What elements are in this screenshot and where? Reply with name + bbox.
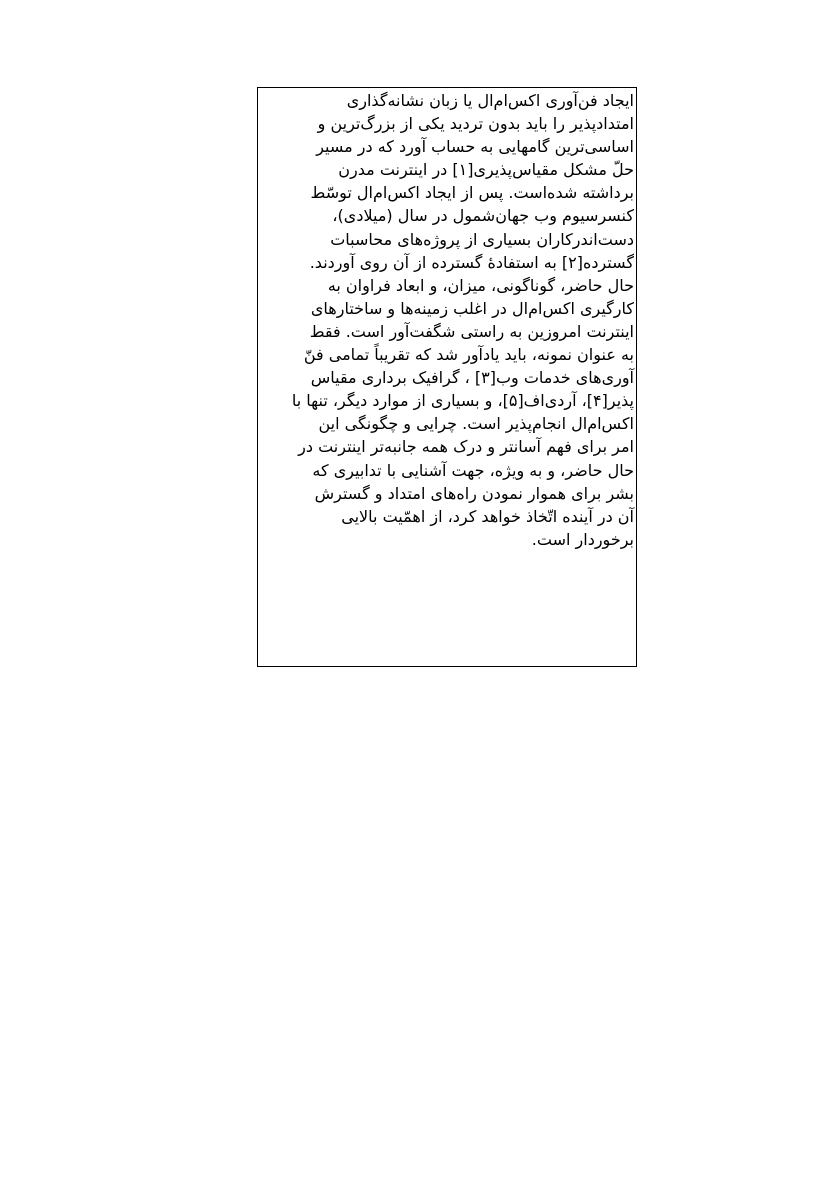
paragraph-line-15: اکس‌ام‌ال انجام‌پذیر است. چرایی و چگونگی این <box>318 414 634 434</box>
paragraph-line-19: آن در آینده اتّخاذ خواهد کرد، از اهمّیت بالایی <box>341 506 634 526</box>
paragraph-line-7: دست‌اندرکاران بسیاری از پروژه‌های محاسبات <box>330 229 634 249</box>
paragraph-line-9: حال حاضر، گوناگونی، میزان، و ابعاد فراوان به <box>327 275 634 295</box>
paragraph-line-17: حال حاضر، و به ویژه، جهت آشنایی با تدابیری که <box>312 460 634 480</box>
paragraph-line-12: به عنوان نمونه، باید یادآور شد که تقریباً تمامی فنّ <box>303 345 634 365</box>
paragraph-line-16: امر برای فهم آسانتر و درک همه جانبه‌تر اینترنت در <box>298 437 634 457</box>
paragraph-line-5: برداشته شده‌است. پس از ایجاد اکس‌ام‌ال توسّط <box>310 183 634 203</box>
paragraph-line-10: کارگیری اکس‌ام‌ال در اغلب زمینه‌ها و ساختارهای <box>310 298 634 318</box>
paragraph-line-8: گسترده[۲] به استفادهٔ گسترده از آن روی آوردند. <box>309 252 634 272</box>
paragraph-line-6: کنسرسیوم وب جهان‌شمول در سال (میلادی)، <box>332 206 634 226</box>
paragraph-line-14: پذیر[۴]، آردی‌اف[۵]، و بسیاری از موارد دیگر، تنها با <box>291 391 634 411</box>
paragraph-line-1: ایجاد فن‌آوری اکس‌ام‌ال یا زبان نشانه‌گذاری <box>346 91 634 110</box>
paragraph-line-4: حلّ مشکل مقیاس‌پذیری[۱] در اینترنت مدرن <box>338 160 634 180</box>
paragraph-line-20: برخوردار است. <box>531 529 634 549</box>
bordered-text-box <box>257 87 637 667</box>
paragraph-line-13: آوری‌های خدمات وب[۳] ، گرافیک برداری مقیاس <box>310 368 634 388</box>
paragraph-line-3: اساسی‌ترین گامهایی به حساب آورد که در مسیر <box>316 137 634 157</box>
paragraph-line-11: اینترنت امروزین به راستی شگفت‌آور است. فقط <box>309 321 634 341</box>
paragraph-line-18: بشر برای هموار نمودن راه‌های امتداد و گسترش <box>314 483 634 503</box>
paragraph-line-2: امتدادپذیر را باید بدون تردید یکی از بزرگ‌ترین و <box>317 114 634 134</box>
